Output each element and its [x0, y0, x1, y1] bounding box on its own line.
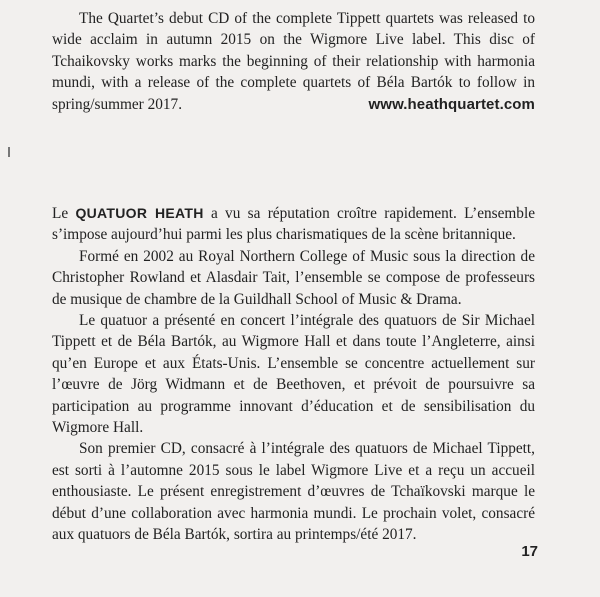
website-link[interactable]: www.heathquartet.com	[368, 95, 535, 113]
french-paragraph: Formé en 2002 au Royal Northern College of Music sous la direction de Christopher Rowland et Alasdair Tait, l’ensemble se compose de professeurs de musique de chambre de la Guildhall School of Music & Drama.	[52, 247, 535, 308]
ensemble-name: QUATUOR HEATH	[75, 205, 204, 221]
french-paragraph: Le quatuor a présenté en concert l’intégrale des quatuors de Sir Michael Tippett et de Béla Bartók, au Wigmore Hall et dans toute l’Angleterre, ainsi qu’en Europe et aux États-Unis. L’ensemble se concentre actuellement sur l’œuvre de Jörg Widmann et de Beethoven, et prévoit de poursuivre sa participation au programme innovant d’éducation et de sensibilisation du Wigmore Hall.	[52, 312, 535, 437]
french-paragraph: Son premier CD, consacré à l’intégrale des quatuors de Michael Tippett, est sorti à l’automne 2015 sous le label Wigmore Live et a reçu un accueil enthousiaste. Le présent enregistrement d’œuvres de Tchaïkovski marque le début d’une collaboration avec harmonia mundi. Le prochain volet, consacré aux quatuors de Béla Bartók, sortira au printemps/été 2017.	[52, 440, 535, 544]
french-intro-paragraph	[52, 203, 535, 246]
english-paragraph	[52, 8, 535, 115]
english-paragraph-text: The Quartet’s debut CD of the complete Tippett quartets was released to wide acclaim in autumn 2015 on the Wigmore Live label. This disc of Tchaikovsky works marks the beginning of their relationship with harmonia mundi, with a release of the complete quartets of Béla Bartók to follow in spring/summer 2017.	[52, 10, 535, 113]
page-number: 17	[521, 543, 538, 560]
english-text-block	[52, 8, 535, 115]
margin-mark	[8, 147, 10, 157]
french-intro-prefix: Le	[52, 205, 69, 222]
french-intro-rest: a vu sa réputation croître rapidement. L’ensemble s’impose aujourd’hui parmi les plus charismatiques de la scène britannique.	[52, 205, 535, 244]
french-text-block	[52, 203, 535, 546]
